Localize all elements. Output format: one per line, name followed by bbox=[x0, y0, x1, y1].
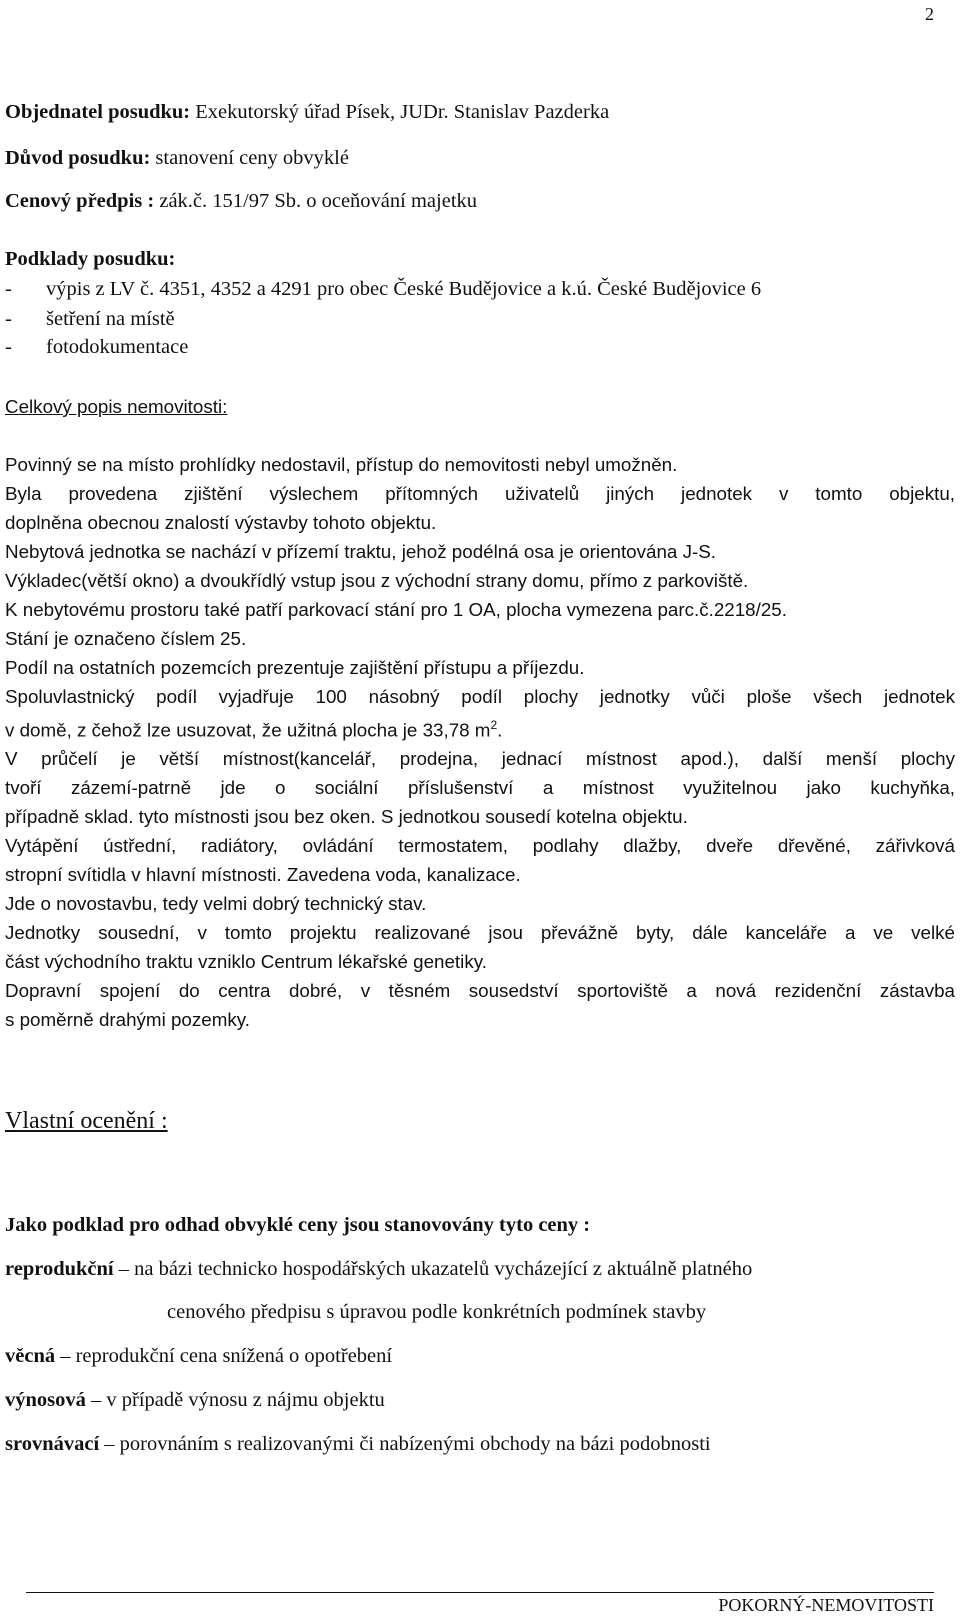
popis-line: Podíl na ostatních pozemcích prezentuje zajištění přístupu a příjezdu. bbox=[5, 657, 585, 678]
duvod-line bbox=[5, 145, 955, 171]
popis-line: Vytápění ústřední, radiátory, ovládání termostatem, podlahy dlažby, dveře dřevěné, zářivková bbox=[5, 835, 955, 857]
item-term: srovnávací bbox=[5, 1433, 100, 1455]
podklady-item: - fotodokumentace bbox=[5, 336, 189, 358]
popis-line: Jednotky sousední, v tomto projektu realizované jsou převážně byty, dále kanceláře a ve velké bbox=[5, 922, 955, 944]
predpis-line bbox=[5, 188, 955, 214]
objednatel-label: Objednatel posudku: bbox=[5, 101, 191, 123]
oceneni-item-continuation: cenového předpisu s úpravou podle konkrétních podmínek stavby bbox=[167, 1301, 707, 1323]
superscript-2: 2 bbox=[490, 718, 498, 732]
item-term: reprodukční bbox=[5, 1258, 114, 1280]
popis-line: část východního traktu vzniklo Centrum lékařské genetiky. bbox=[5, 951, 487, 973]
popis-line: Výkladec(větší okno) a dvoukřídlý vstup jsou z východní strany domu, přímo z parkoviště. bbox=[5, 570, 749, 591]
footer-text: POKORNÝ-NEMOVITOSTI bbox=[718, 1595, 934, 1615]
oceneni-title: Vlastní ocenění : bbox=[5, 1108, 168, 1134]
oceneni-item bbox=[5, 1256, 955, 1282]
popis-line: případně sklad. tyto místnosti jsou bez oken. S jednotkou sousedí kotelna objektu. bbox=[5, 806, 688, 828]
oceneni-item bbox=[5, 1431, 955, 1457]
predpis-label: Cenový předpis : bbox=[5, 190, 155, 212]
popis-line: K nebytovému prostoru také patří parkovací stání pro 1 OA, plocha vymezena parc.č.2218/25. bbox=[5, 599, 787, 620]
popis-line: Nebytová jednotka se nachází v přízemí traktu, jehož podélná osa je orientována J-S. bbox=[5, 541, 716, 562]
popis-line: Jde o novostavbu, tedy velmi dobrý technický stav. bbox=[5, 893, 427, 915]
popis-line: stropní svítidla v hlavní místnosti. Zavedena voda, kanalizace. bbox=[5, 864, 521, 886]
objednatel-line bbox=[5, 99, 955, 125]
popis-line: V průčelí je větší místnost(kancelář, prodejna, jednací místnost apod.), další menší plochy bbox=[5, 748, 955, 770]
popis-line: v domě, z čehož lze usuzovat, že užitná plocha je 33,78 m bbox=[5, 719, 491, 741]
item-term: věcná bbox=[5, 1345, 56, 1367]
duvod-label: Důvod posudku: bbox=[5, 147, 151, 169]
item-desc: – reprodukční cena snížená o opotřebení bbox=[55, 1345, 393, 1367]
popis-line-area bbox=[5, 711, 955, 744]
page-number: 2 bbox=[925, 4, 934, 24]
oceneni-item bbox=[5, 1387, 955, 1413]
popis-line: tvoří zázemí-patrně jde o sociální příslušenství a místnost využitelnou jako kuchyňka, bbox=[5, 777, 955, 799]
item-desc: – porovnáním s realizovanými či nabízenými obchody na bázi podobnosti bbox=[99, 1433, 711, 1455]
duvod-value: stanovení ceny obvyklé bbox=[150, 147, 349, 169]
popis-line: doplněna obecnou znalostí výstavby tohoto objektu. bbox=[5, 512, 437, 533]
popis-title: Celkový popis nemovitosti: bbox=[5, 396, 228, 417]
popis-body bbox=[5, 450, 955, 1034]
oceneni-item bbox=[5, 1343, 955, 1369]
podklady-title: Podklady posudku: bbox=[5, 248, 176, 270]
oceneni-subtitle: Jako podklad pro odhad obvyklé ceny jsou stanovovány tyto ceny : bbox=[5, 1214, 591, 1236]
footer-rule bbox=[26, 1592, 934, 1593]
popis-line: Byla provedena zjištění výslechem přítomných uživatelů jiných jednotek v tomto objektu, bbox=[5, 483, 955, 504]
predpis-value: zák.č. 151/97 Sb. o oceňování majetku bbox=[154, 190, 478, 212]
popis-line: s poměrně drahými pozemky. bbox=[5, 1009, 250, 1031]
popis-line: Povinný se na místo prohlídky nedostavil, přístup do nemovitosti nebyl umožněn. bbox=[5, 454, 678, 475]
popis-line: Stání je označeno číslem 25. bbox=[5, 628, 247, 649]
podklady-item: - šetření na místě bbox=[5, 308, 175, 330]
podklady-item-text: fotodokumentace bbox=[46, 336, 189, 358]
item-term: výnosová bbox=[5, 1389, 86, 1411]
podklady-item-text: šetření na místě bbox=[46, 308, 175, 330]
popis-line: Dopravní spojení do centra dobré, v těsném sousedství sportoviště a nová rezidenční zástavba bbox=[5, 980, 955, 1002]
period: . bbox=[497, 719, 503, 741]
popis-line: Spoluvlastnický podíl vyjadřuje 100 násobný podíl plochy jednotky vůči ploše všech jednotek bbox=[5, 686, 955, 707]
item-desc: – na bázi technicko hospodářských ukazatelů vycházející z aktuálně platného bbox=[113, 1258, 753, 1280]
podklady-item-text: výpis z LV č. 4351, 4352 a 4291 pro obec České Budějovice a k.ú. České Budějovice 6 bbox=[46, 278, 762, 300]
podklady-item: - výpis z LV č. 4351, 4352 a 4291 pro obec České Budějovice a k.ú. České Budějovice 6 bbox=[5, 278, 762, 300]
item-desc: – v případě výnosu z nájmu objektu bbox=[85, 1389, 385, 1411]
objednatel-value: Exekutorský úřad Písek, JUDr. Stanislav Pazderka bbox=[190, 101, 610, 123]
